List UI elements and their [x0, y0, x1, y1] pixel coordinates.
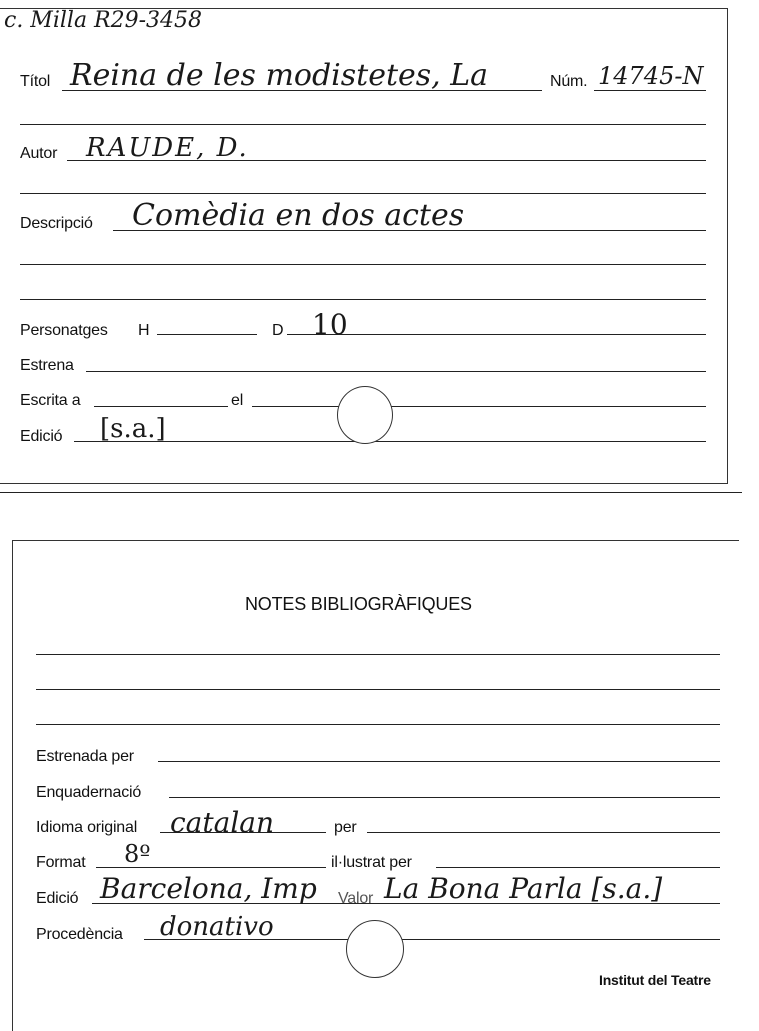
- corner-note: c. Milla R29-3458: [4, 8, 203, 33]
- card-edge-line: [0, 492, 742, 493]
- estrena-line: [86, 371, 706, 372]
- num-value: 14745-N: [598, 62, 704, 90]
- edicio-value-b: La Bona Parla [s.a.]: [384, 872, 663, 905]
- illustrat-label: il·lustrat per: [331, 854, 412, 871]
- estrenada-line: [158, 761, 720, 762]
- idioma-label: Idioma original: [36, 819, 138, 836]
- descripcio-value: Comèdia en dos actes: [132, 198, 465, 233]
- personatges-label: Personatges: [20, 322, 108, 339]
- enquadernacio-label: Enquadernació: [36, 784, 142, 801]
- procedencia-value: donativo: [160, 912, 274, 942]
- punch-hole: [346, 920, 404, 978]
- edicio-label: Edició: [20, 428, 63, 445]
- institution-name: Institut del Teatre: [599, 972, 711, 988]
- el-label: el: [231, 392, 244, 409]
- d-value: 10: [312, 308, 348, 341]
- h-label: H: [138, 322, 150, 339]
- format-label: Format: [36, 854, 86, 871]
- autor-value: RAUDE, D.: [86, 133, 249, 163]
- per-label: per: [334, 819, 357, 836]
- edicio-label: Edició: [36, 890, 79, 907]
- blank-line: [20, 299, 706, 300]
- estrenada-label: Estrenada per: [36, 748, 134, 765]
- procedencia-label: Procedència: [36, 926, 123, 943]
- num-line: [594, 90, 706, 91]
- escrita-label: Escrita a: [20, 392, 81, 409]
- valor-label: Valor: [338, 890, 374, 907]
- h-line: [157, 334, 257, 335]
- blank-line: [20, 193, 706, 194]
- descripcio-label: Descripció: [20, 215, 93, 232]
- edicio-line: [74, 441, 706, 442]
- format-value: 8º: [124, 840, 151, 868]
- illustrat-line: [436, 867, 720, 868]
- notes-heading: NOTES BIBLIOGRÀFIQUES: [245, 594, 472, 614]
- enquadernacio-line: [169, 797, 720, 798]
- blank-line: [36, 724, 720, 725]
- per-line: [367, 832, 720, 833]
- d-label: D: [272, 322, 284, 339]
- el-line: [252, 406, 706, 407]
- punch-hole: [337, 386, 393, 444]
- escrita-line: [94, 406, 228, 407]
- blank-line: [20, 124, 706, 125]
- edicio-value: [s.a.]: [100, 414, 166, 444]
- idioma-value: catalan: [170, 806, 275, 839]
- num-label: Núm.: [550, 73, 588, 90]
- d-line: [287, 334, 706, 335]
- estrena-label: Estrena: [20, 357, 74, 374]
- edicio-value-a: Barcelona, Imp: [100, 872, 317, 905]
- blank-line: [20, 264, 706, 265]
- blank-line: [36, 689, 720, 690]
- titol-label: Títol: [20, 73, 51, 90]
- autor-label: Autor: [20, 145, 58, 162]
- titol-value: Reina de les modistetes, La: [70, 58, 489, 93]
- blank-line: [36, 654, 720, 655]
